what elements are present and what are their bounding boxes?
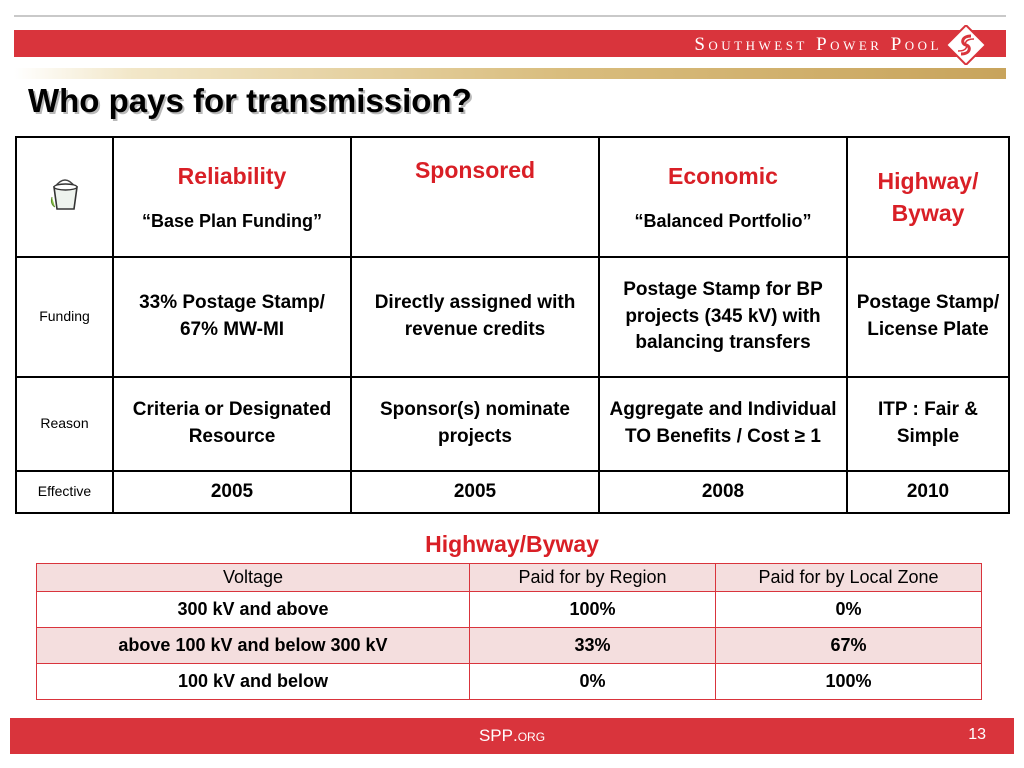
table-header-row <box>37 564 982 592</box>
table-row-reason <box>16 377 1009 471</box>
footer-site-main: SPP <box>478 726 513 745</box>
table-cell: 100% <box>470 592 716 628</box>
column-header-label: Reliability <box>177 163 287 190</box>
transmission-table <box>15 136 1010 514</box>
page-number: 13 <box>968 726 986 743</box>
row-label: Effective <box>16 471 113 513</box>
column-header-reliability <box>113 137 351 257</box>
column-header-label: Economic <box>668 163 778 190</box>
table-cell: 0% <box>716 592 982 628</box>
table-cell: 100 kV and below <box>37 664 470 700</box>
top-rule <box>14 15 1006 17</box>
table-cell: 0% <box>470 664 716 700</box>
column-subtitle: “Base Plan Funding” <box>141 210 323 231</box>
table-cell: Postage Stamp for BP projects (345 kV) with balancing transfers <box>599 257 847 377</box>
highway-byway-title: Highway/Byway <box>425 531 599 557</box>
column-header-highway-byway <box>847 137 1009 257</box>
column-header: Paid for by Region <box>470 564 716 592</box>
org-name: Southwest Power Pool <box>694 34 942 55</box>
footer-site <box>10 726 1014 746</box>
table-cell: 33% <box>470 628 716 664</box>
table-cell: 100% <box>716 664 982 700</box>
table-header-row <box>16 137 1009 257</box>
table-row-funding <box>16 257 1009 377</box>
highway-byway-table <box>36 563 982 700</box>
table-cell: Directly assigned with revenue credits <box>351 257 599 377</box>
column-header-sponsored <box>351 137 599 257</box>
row-label: Reason <box>16 377 113 471</box>
table-cell: 300 kV and above <box>37 592 470 628</box>
column-header-economic <box>599 137 847 257</box>
column-header-label: Sponsored <box>414 157 536 183</box>
column-header: Voltage <box>37 564 470 592</box>
table-cell: ITP : Fair & Simple <box>847 377 1009 471</box>
table-row <box>37 664 982 700</box>
bucket-icon <box>47 173 83 213</box>
table-cell: Sponsor(s) nominate projects <box>351 377 599 471</box>
table-cell: 67% <box>716 628 982 664</box>
table-cell: Criteria or Designated Resource <box>113 377 351 471</box>
column-header: Paid for by Local Zone <box>716 564 982 592</box>
header-banner <box>14 30 1006 57</box>
table-row <box>37 628 982 664</box>
slide-title: Who pays for transmission? <box>28 82 472 119</box>
table-cell: 2005 <box>351 471 599 513</box>
column-subtitle: “Balanced Portfolio” <box>634 210 812 231</box>
row-label: Funding <box>16 257 113 377</box>
table-cell: 2005 <box>113 471 351 513</box>
table-row <box>37 592 982 628</box>
table-cell: 2010 <box>847 471 1009 513</box>
table-cell: 2008 <box>599 471 847 513</box>
table-cell: Postage Stamp/ License Plate <box>847 257 1009 377</box>
table-cell: 33% Postage Stamp/ 67% MW-MI <box>113 257 351 377</box>
corner-cell <box>16 137 113 257</box>
column-header-label: Highway/ Byway <box>877 167 979 226</box>
footer-site-suffix: .org <box>512 726 546 745</box>
spp-logo-icon <box>946 25 986 65</box>
table-cell: Aggregate and Individual TO Benefits / Cost ≥ 1 <box>599 377 847 471</box>
gold-accent-bar <box>14 68 1006 79</box>
table-row-effective <box>16 471 1009 513</box>
table-cell: above 100 kV and below 300 kV <box>37 628 470 664</box>
footer-bar <box>10 718 1014 754</box>
